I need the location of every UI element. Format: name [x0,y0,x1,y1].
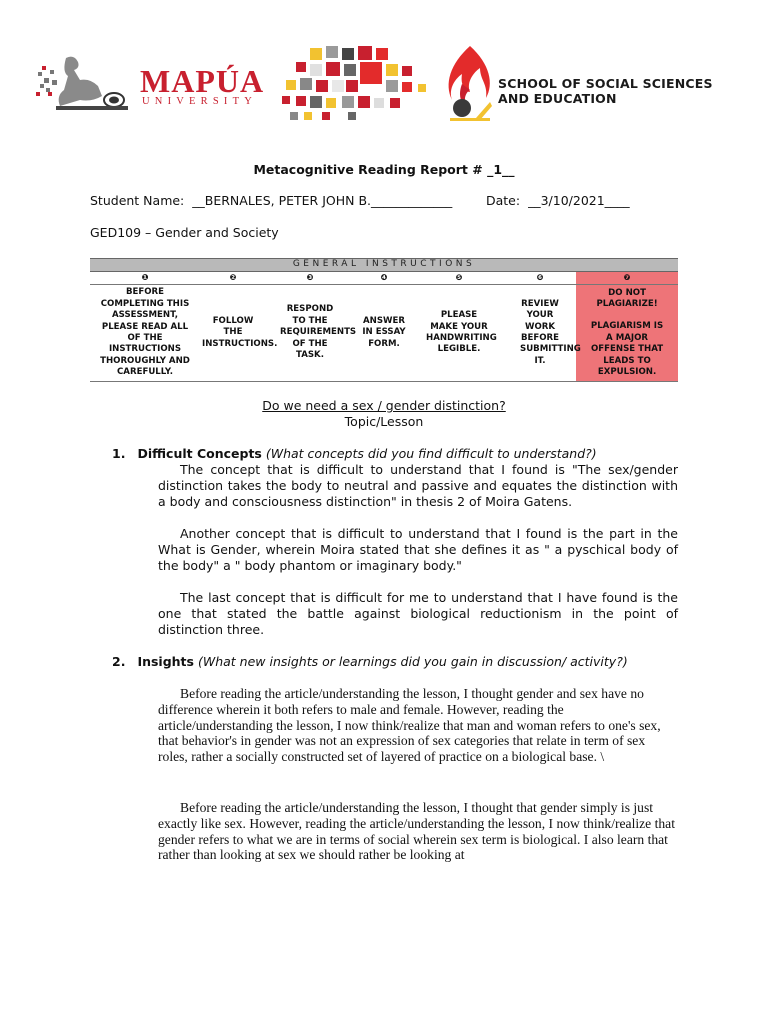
instruction-text: BEFORE COMPLETING THIS ASSESSMENT, PLEASE READ ALL OF THE INSTRUCTIONS THOROUGHLY AND CAREFULLY. [100,287,190,378]
instruction-number: ❷ [200,272,266,285]
instruction-text: RESPOND TO THE REQUIREMENTS OF THE TASK. [280,304,357,361]
mosaic-logo [282,46,434,124]
instruction-number: ❺ [414,272,504,285]
section2-paragraph-2: Before reading the article/understanding the lesson, I thought that gender simply is just exactly like sex. However, reading the article/understanding the lesson, I now think/realize that gender refers to what we are in terms of social wherein sex term is biological. I also learn that rather than looking at sex we should rather be looking at [158,800,675,863]
instruction-text: PLAGIARISM IS A MAJOR OFFENSE THAT LEADS TO EXPULSION. [590,321,664,378]
instruction-item [504,285,581,382]
section1-paragraph-3: The last concept that is difficult for me to understand that I have found is the one that stated the battle against biological reductionism in the point of distinction three. [158,590,678,637]
mapua-emblem-icon [36,52,136,114]
page-header [0,0,768,140]
date-value: __3/10/2021____ [528,193,630,208]
student-name-label: Student Name: [90,193,185,208]
student-name-row [90,193,452,208]
section-prompt: (What new insights or learnings did you gain in discussion/ activity?) [197,654,628,669]
course-name: GED109 – Gender and Society [90,225,279,240]
university-sub: UNIVERSITY [142,96,257,106]
instructions-header: GENERAL INSTRUCTIONS [90,259,678,272]
instruction-number: ❻ [504,272,576,285]
section1-paragraph-2: Another concept that is difficult to understand that I found is the part in the What is Gender, wherein Moira stated that she defines it as " a pyschical body of the body" a " body phantom or imaginary body." [158,526,678,573]
university-name: MAPÚA [140,64,265,99]
instruction-item [90,285,200,382]
instruction-item [266,285,357,382]
instruction-text: PLEASE MAKE YOUR HANDWRITING LEGIBLE. [426,310,497,355]
instruction-text: REVIEW YOUR WORK BEFORE SUBMITTING IT. [520,298,581,366]
date-row [486,193,630,208]
topic-title-text: Do we need a sex / gender distinction? [262,398,506,413]
section-number: 1. [112,446,126,461]
instruction-text: ANSWER IN ESSAY FORM. [362,315,406,349]
mapua-wordmark [138,64,278,106]
school-name [498,76,713,106]
instruction-number: ❸ [266,272,354,285]
topic-title [0,398,768,414]
instruction-number: ❶ [90,272,200,285]
instruction-text: DO NOT PLAGIARIZE! [596,287,658,309]
school-line-1: SCHOOL OF SOCIAL SCIENCES [498,76,713,91]
flame-icon [440,44,496,124]
instruction-text: FOLLOW THE INSTRUCTIONS. [202,315,278,349]
instruction-item [354,285,414,382]
section1-paragraph-1: The concept that is difficult to understand that I found is "The sex/gender distinction takes the body to neutral and passive and equates the distinction with a body and consciousness distinction" in thesis 2 of Moira Gatens. [158,462,678,509]
instruction-item [414,285,504,382]
instruction-item [200,285,278,382]
section2-paragraph-1: Before reading the article/understanding the lesson, I thought gender and sex have no difference wherein it both refers to male and female. However, reading the article/understanding the lesson, I now think/realize that man and woman refers to one's sex, that behavior's in gender was not an expression of sex categories that relate in term of sex roles, rather a socially constructed set of layered of practice on a biological base. \ [158,686,661,765]
date-label: Date: [486,193,521,208]
section-title: Insights [137,654,194,669]
instructions-table [90,258,678,382]
topic-label: Topic/Lesson [344,414,424,429]
instruction-number: ❹ [354,272,414,285]
school-line-2: AND EDUCATION [498,91,617,106]
section-difficult-concepts-heading [112,446,597,461]
section-number: 2. [112,654,126,669]
section-prompt: (What concepts did you find difficult to understand?) [265,446,597,461]
instruction-number: ❼ [576,272,678,285]
section-insights-heading [112,654,628,669]
student-name-value: __BERNALES, PETER JOHN B._____________ [192,193,453,208]
instruction-item-plagiarism [576,285,678,382]
report-title: Metacognitive Reading Report # _1__ [253,162,515,177]
section-title: Difficult Concepts [137,446,262,461]
